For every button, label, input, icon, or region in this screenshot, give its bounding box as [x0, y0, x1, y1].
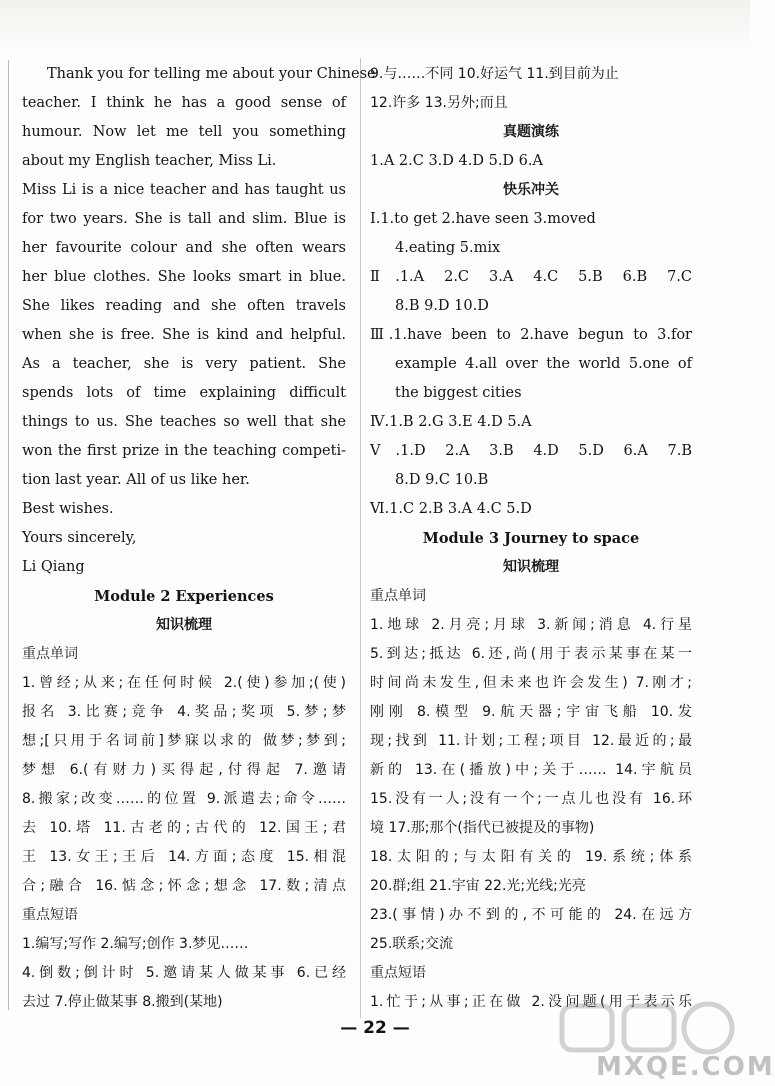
right-column-line: 1.忙于;从事;正在做 2.没问题(用于表示乐 [370, 994, 692, 1010]
left-column-line: 1.编写;写作 2.编写;创作 3.梦见…… [22, 936, 249, 952]
right-column-line: Ⅰ.1.to get 2.have seen 3.moved [370, 211, 596, 227]
left-column-line: 梦想 6.(有财力)买得起,付得起 7.邀请 [22, 762, 346, 778]
left-column-line: things to us. She teaches so well that she [22, 414, 346, 430]
right-column-line: 8.B 9.D 10.D [395, 298, 489, 314]
left-column-line: humour. Now let me tell you something [22, 124, 346, 140]
right-column-line: 真题演练 [503, 124, 559, 140]
watermark-text: MXQE.COM [596, 1052, 775, 1082]
left-column-line: Module 2 Experiences [94, 588, 274, 605]
right-column-line: 境 17.那;那个(指代已被提及的事物) [370, 820, 595, 836]
right-column-line: 1.A 2.C 3.D 4.D 5.D 6.A [370, 153, 543, 169]
right-column-line: Ⅵ.1.C 2.B 3.A 4.C 5.D [370, 501, 532, 517]
left-column-line: her blue clothes. She looks smart in blue. [22, 269, 346, 285]
page-number: — 22 — [340, 1018, 410, 1038]
right-column-line: 12.许多 13.另外;而且 [370, 95, 508, 111]
left-column-line: As a teacher, she is very patient. She [22, 356, 346, 372]
left-column-line: 8.搬家;改变……的位置 9.派遣去;命令…… [22, 791, 346, 807]
scan-top-shading [0, 0, 750, 50]
right-column-line: 1.地球 2.月亮;月球 3.新闻;消息 4.行星 [370, 617, 692, 633]
right-column-line: Module 3 Journey to space [422, 530, 640, 547]
right-column-line: 9.与……不同 10.好运气 11.到目前为止 [370, 66, 619, 82]
left-column-line: 合;融合 16.惦念;怀念;想念 17.数;清点 [22, 878, 346, 894]
left-column-line: 知识梳理 [156, 617, 212, 633]
right-column-line: 4.eating 5.mix [395, 240, 501, 256]
right-column-line: 25.联系;交流 [370, 936, 453, 952]
right-column-line: 知识梳理 [503, 559, 559, 575]
right-column-line: Ⅳ.1.B 2.G 3.E 4.D 5.A [370, 414, 532, 430]
right-column-line: 20.群;组 21.宇宙 22.光;光线;光亮 [370, 878, 586, 894]
left-column-line: won the first prize in the teaching competi- [22, 443, 346, 459]
left-column-line: 王 13.女王;王后 14.方面;态度 15.相混 [22, 849, 346, 865]
right-column-line: 现;找到 11.计划;工程;项目 12.最近的;最 [370, 733, 692, 749]
right-column-line: 15.没有一人;没有一个;一点儿也没有 16.环 [370, 791, 692, 807]
left-column-line: when she is free. She is kind and helpful. [22, 327, 346, 343]
left-column-line: her favourite colour and she often wears [22, 240, 346, 256]
left-column-line: Thank you for telling me about your Chinese [47, 66, 376, 82]
left-column-line: for two years. She is tall and slim. Blue is [22, 211, 346, 227]
right-column-line: 新的 13.在(播放)中;关于…… 14.宇航员 [370, 762, 692, 778]
left-column-line: tion last year. All of us like her. [22, 472, 250, 488]
left-column-line: 去过 7.停止做某事 8.搬到(某地) [22, 994, 223, 1010]
left-column-line: teacher. I think he has a good sense of [22, 95, 346, 111]
right-column-line: 快乐冲关 [503, 182, 559, 198]
right-column-line: 8.D 9.C 10.B [395, 472, 489, 488]
left-column-line: 报名 3.比赛;竞争 4.奖品;奖项 5.梦;梦 [22, 704, 346, 720]
right-column-line: 刚刚 8.模型 9.航天器;宇宙飞船 10.发 [370, 704, 692, 720]
left-column-line: 4.倒数;倒计时 5.邀请某人做某事 6.已经 [22, 965, 346, 981]
right-column-line: example 4.all over the world 5.one of [395, 356, 692, 372]
right-column-line: 18.太阳的;与太阳有关的 19.系统;体系 [370, 849, 692, 865]
left-column-line: spends lots of time explaining difficult [22, 385, 346, 401]
left-column-line: Yours sincerely, [22, 530, 137, 546]
right-column-line: Ⅱ.1.A 2.C 3.A 4.C 5.B 6.B 7.C [370, 269, 692, 285]
left-column-line: 1.曾经;从来;在任何时候 2.(使)参加;(使) [22, 675, 346, 691]
right-column-line: 5.到达;抵达 6.还,尚(用于表示某事在某一 [370, 646, 692, 662]
right-column-line: Ⅲ.1.have been to 2.have begun to 3.for [370, 327, 692, 343]
left-column-line: Miss Li is a nice teacher and has taught us [22, 182, 346, 198]
right-column [370, 60, 692, 1017]
left-margin-line [8, 60, 9, 1010]
right-column-line: the biggest cities [395, 385, 522, 401]
right-column-line: 时间尚未发生,但未来也许会发生) 7.刚才; [370, 675, 692, 691]
left-column-line: 想;[只用于名词前]梦寐以求的 做梦;梦到; [22, 733, 346, 749]
left-column-line: about my English teacher, Miss Li. [22, 153, 277, 169]
left-column [22, 60, 376, 1017]
right-column-line: 23.(事情)办不到的,不可能的 24.在远方 [370, 907, 692, 923]
column-divider [360, 58, 361, 1018]
left-column-line: She likes reading and she often travels [22, 298, 346, 314]
left-column-line: Best wishes. [22, 501, 114, 517]
left-column-line: 重点单词 [22, 646, 78, 662]
left-column-line: 重点短语 [22, 907, 78, 923]
right-column-line: 重点单词 [370, 588, 426, 604]
right-column-line: 重点短语 [370, 965, 426, 981]
right-column-line: Ⅴ.1.D 2.A 3.B 4.D 5.D 6.A 7.B [370, 443, 692, 459]
left-column-line: Li Qiang [22, 559, 85, 575]
left-column-line: 去 10.塔 11.古老的;古代的 12.国王;君 [22, 820, 346, 836]
